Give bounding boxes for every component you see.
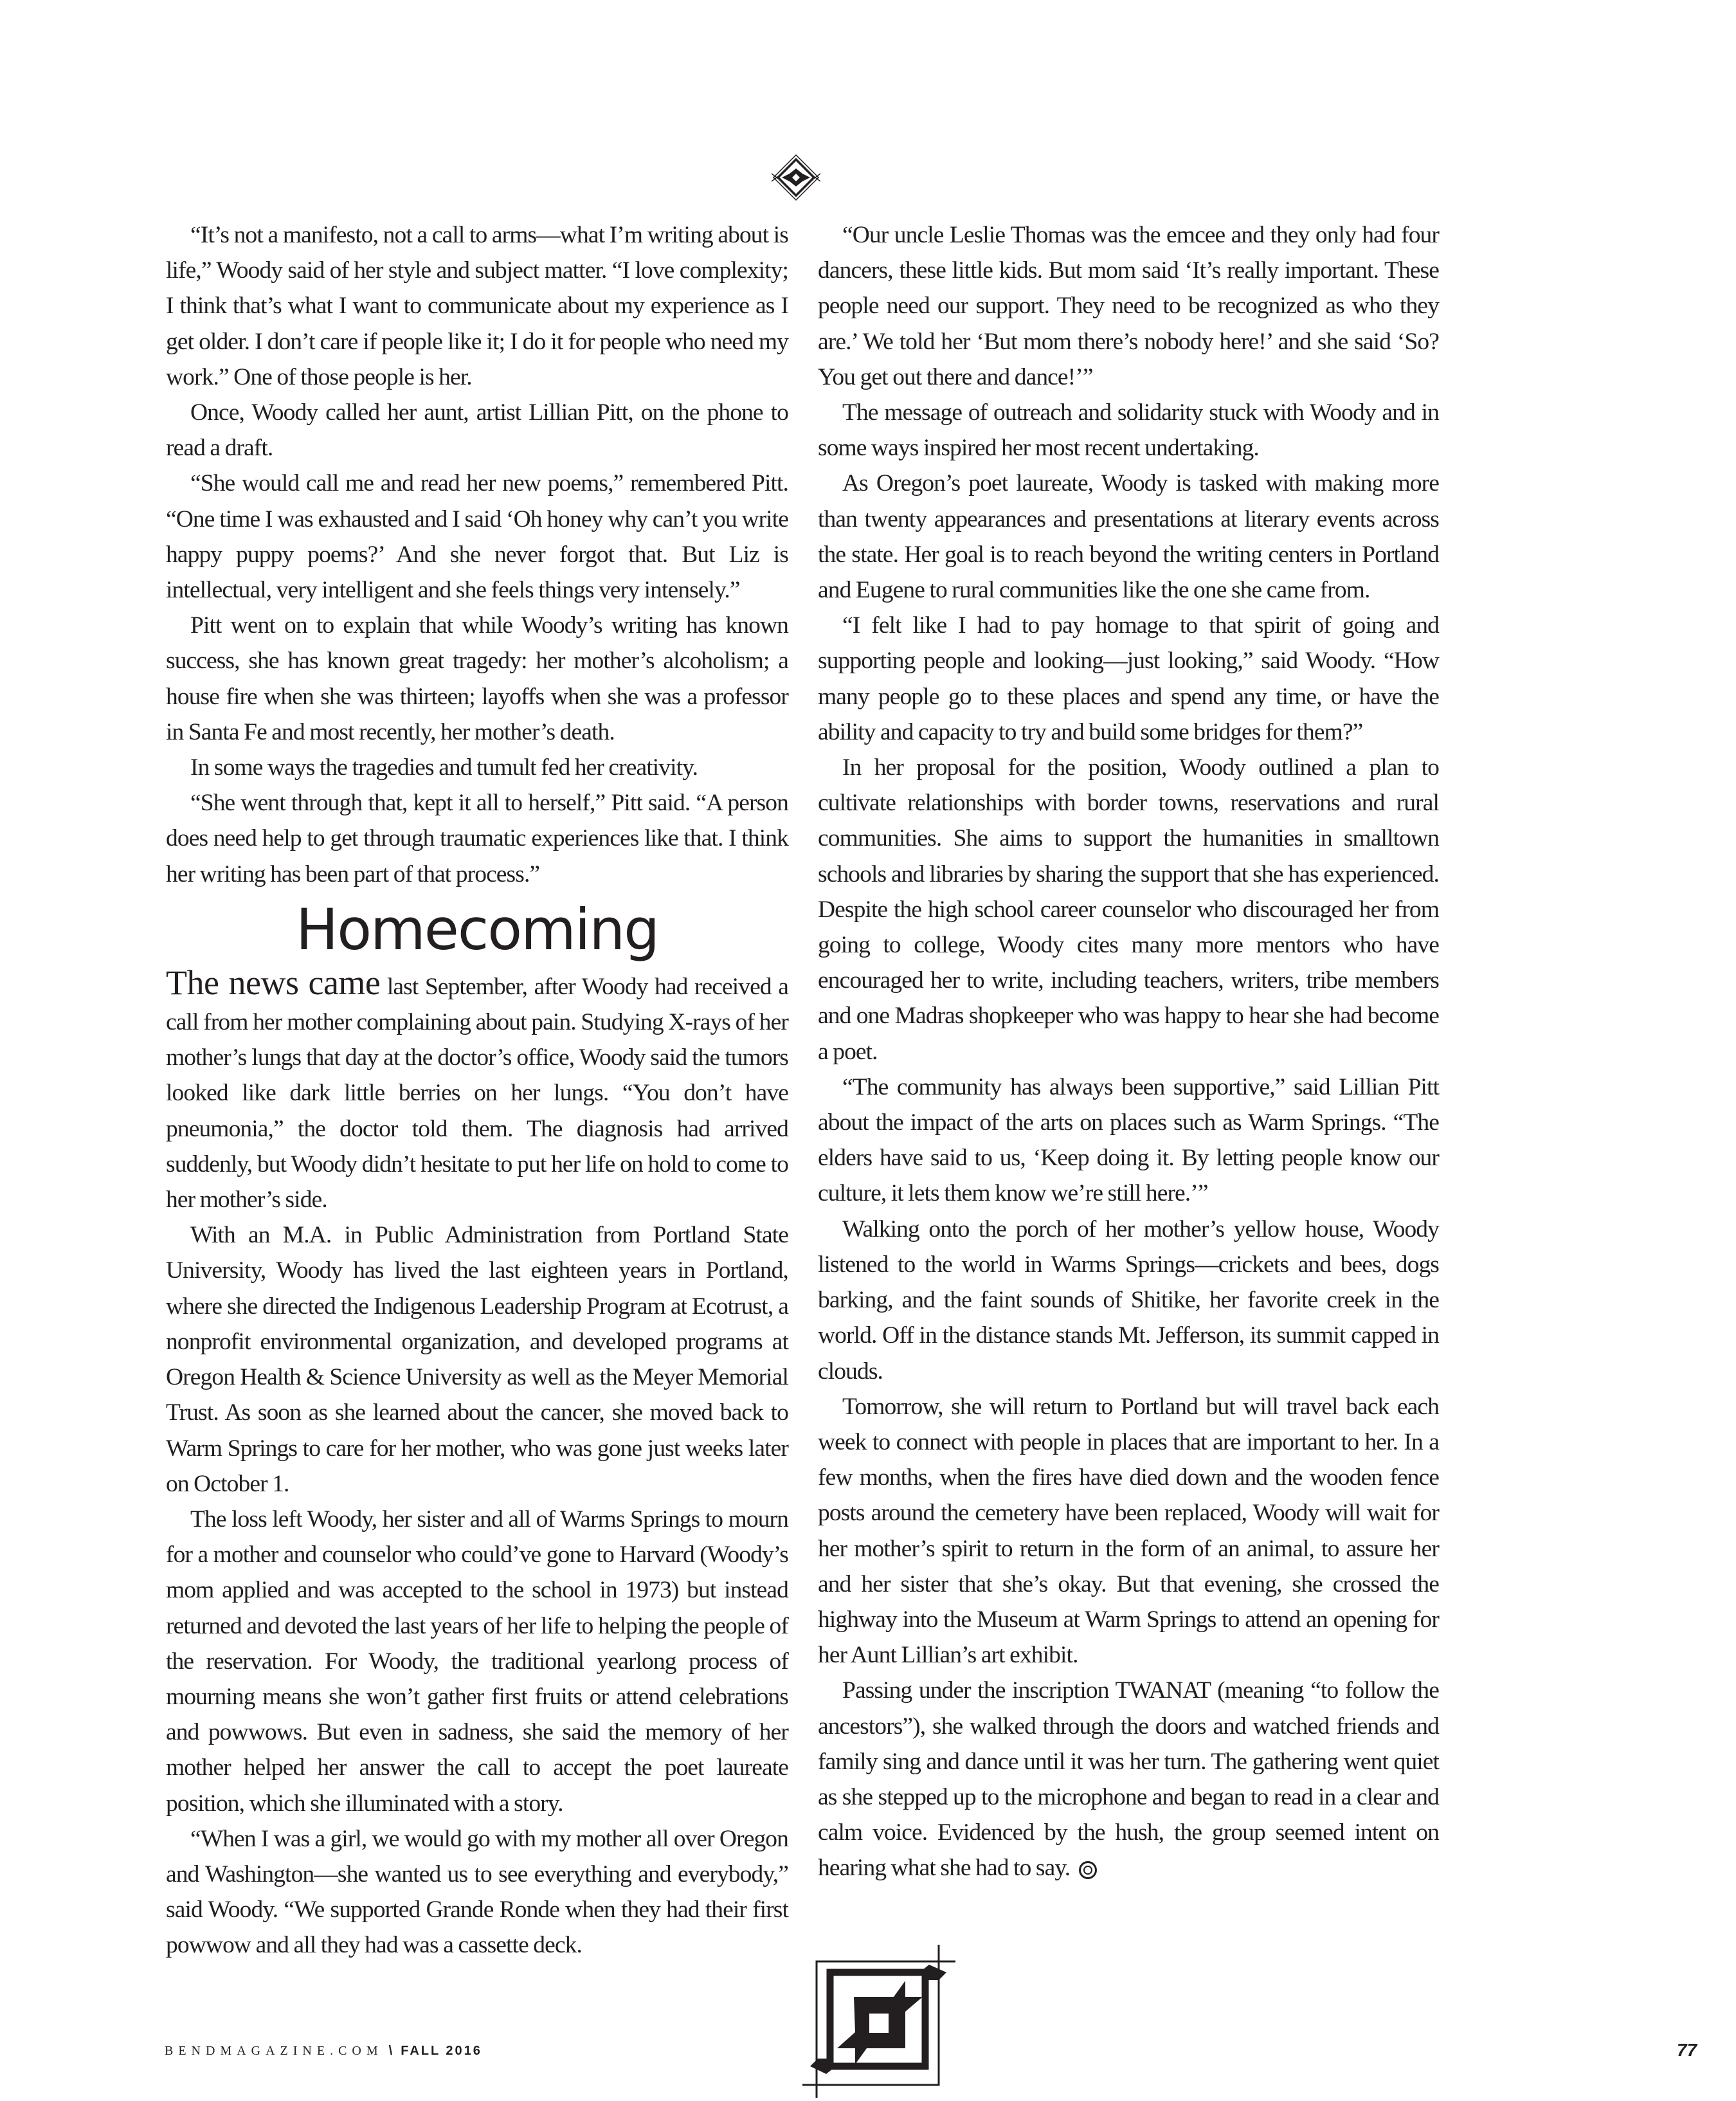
paragraph: Tomorrow, she will return to Portland but will travel back each week to connect with people in places that are important to her. In a few months, when the fires have died down and the wooden fence posts around the cemetery have been replaced, Woody will wait for her mother’s spirit to return in the form of an animal, to assure her and her sister that she’s okay. But that evening, she crossed the highway into the Museum at Warm Springs to attend an opening for her Aunt Lillian’s art exhibit. [818,1393,1439,1669]
article-column-right [818,217,1439,1886]
paragraph: Walking onto the porch of her mother’s yellow house, Woody listened to the world in Warms Springs—crickets and bees, dogs barking, and the faint sounds of Shitike, her favorite creek in the world. Off in the distance stands Mt. Jefferson, its summit capped in clouds. [818,1215,1439,1385]
paragraph: “The community has always been supportive,” said Lillian Pitt about the impact of the arts on places such as Warm Springs. “The elders have said to us, ‘Keep doing it. By letting people know our culture, it lets them know we’re still here.’” [818,1073,1439,1207]
paragraph: “Our uncle Leslie Thomas was the emcee and they only had four dancers, these little kids. But mom said ‘It’s really important. These people need our support. They need to be recognized as who they are.’ We told her ‘But mom there’s nobody here!’ and she said ‘So? You get out there and dance!’” [818,222,1439,390]
paragraph: “I felt like I had to pay homage to that spirit of going and supporting people and looking—just looking,” said Woody. “How many people go to these places and spend any time, or have the ability and capacity to try and build some bridges for them?” [818,612,1439,745]
footer-folio [165,2044,482,2059]
paragraph: In some ways the tragedies and tumult fed her creativity. [190,754,698,781]
paragraph: The loss left Woody, her sister and all of Warms Springs to mourn for a mother and counselor who could’ve gone to Harvard (Woody’s mom applied and was accepted to the school in 1973) but instead returned and devoted the last years of her life to helping the people of the reservation. For Woody, the traditional yearlong process of mourning means she won’t gather first fruits or attend celebrations and powwows. But even in sadness, she said the memory of her mother helped her answer the call to accept the poet laureate position, which she illuminated with a story. [166,1505,788,1817]
section-heading: Homecoming [296,896,658,963]
bend-logo-end-mark-icon [1079,1861,1097,1879]
final-paragraph-text: Passing under the inscription TWANAT (meaning “to follow the ancestors”), she walked through the doors and watched friends and family sing and dance until it was her turn. The gathering went quiet as she stepped up to the microphone and began to read in a clear and calm voice. Evidenced by the hush, the group seemed intent on hearing what she had to say. [818,1677,1439,1882]
lead-paragraph [166,965,788,1217]
paragraph: “It’s not a manifesto, not a call to arms—what I’m writing about is life,” Woody said of her style and subject matter. “I love complexity; I think that’s what I want to communicate about my experience as I get older. I don’t care if people like it; I do it for people who need my work.” One of those people is her. [166,222,788,390]
final-paragraph [818,1673,1439,1886]
paragraph: “She would call me and read her new poems,” remembered Pitt. “One time I was exhausted and I said ‘Oh honey why can’t you write happy puppy poems?’ And she never forgot that. But Liz is intellectual, very intelligent and she feels things very intensely.” [166,470,788,604]
diamond-ornament-icon [770,152,822,203]
paragraph: Pitt went on to explain that while Woody’s writing has known success, she has known great tragedy: her mother’s alcoholism; a house fire when she was thirteen; layoffs when she was a professor in Santa Fe and most recently, her mother’s death. [166,612,788,745]
lead-in-text: The news came [166,963,381,1002]
page-number: 77 [1677,2040,1697,2060]
square-ornament-icon [797,1936,964,2098]
paragraph: In her proposal for the position, Woody outlined a plan to cultivate relationships with border towns, reservations and rural communities. She aims to support the humanities in smalltown schools and libraries by sharing the support that she has experienced. Despite the high school career counselor who discouraged her from going to college, Woody cites many more mentors who have encouraged her to write, including teachers, writers, tribe members and one Madras shopkeeper who was happy to hear she had become a poet. [818,754,1439,1065]
footer-issue: FALL 2016 [401,2044,482,2058]
footer-site: BENDMAGAZINE.COM [165,2044,383,2058]
paragraph: As Oregon’s poet laureate, Woody is tasked with making more than twenty appearances and presentations at literary events across the state. Her goal is to reach beyond the writing centers in Portland and Eugene to rural communities like the one she came from. [818,470,1439,604]
paragraph: Once, Woody called her aunt, artist Lillian Pitt, on the phone to read a draft. [166,399,788,462]
article-column-left [166,217,788,1963]
footer-separator: \ [388,2044,393,2058]
paragraph: The message of outreach and solidarity stuck with Woody and in some ways inspired her most recent undertaking. [818,399,1439,462]
paragraph: “When I was a girl, we would go with my mother all over Oregon and Washington—she wanted us to see everything and everybody,” said Woody. “We supported Grande Ronde when they had their first powwow and all they had was a cassette deck. [166,1825,788,1959]
paragraph: “She went through that, kept it all to herself,” Pitt said. “A person does need help to get through traumatic experiences like that. I think her writing has been part of that process.” [166,790,788,887]
paragraph: With an M.A. in Public Administration from Portland State University, Woody has lived the last eighteen years in Portland, where she directed the Indigenous Leadership Program at Ecotrust, a nonprofit environmental organization, and developed programs at Oregon Health & Science University as well as the Meyer Memorial Trust. As soon as she learned about the cancer, she moved back to Warm Springs to care for her mother, who was gone just weeks later on October 1. [166,1222,788,1497]
lead-paragraph-text: last September, after Woody had received a call from her mother complaining about pain. Studying X-rays of her mother’s lungs that day at the doctor’s office, Woody said the tumors looked like dark little berries on her lungs. “You don’t have pneumonia,” the doctor told them. The diagnosis had arrived suddenly, but Woody didn’t hesitate to put her life on hold to come to her mother’s side. [166,973,788,1214]
